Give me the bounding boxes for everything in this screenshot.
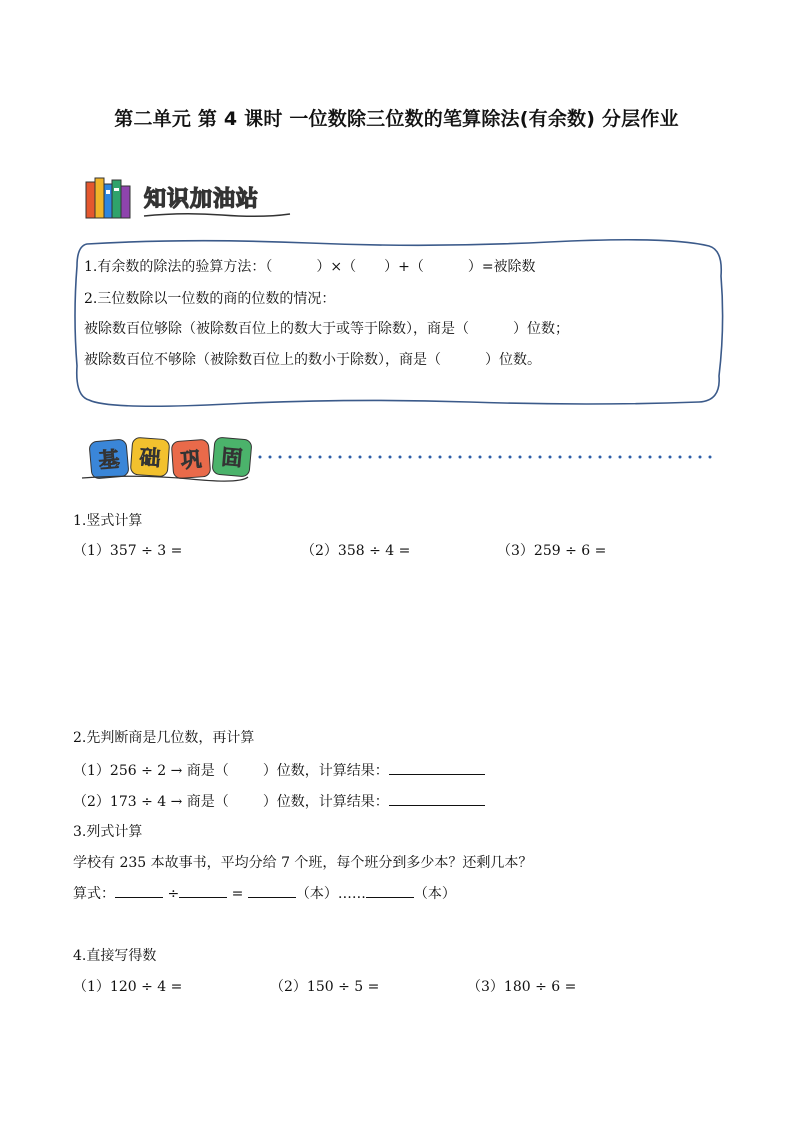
q4-item-1: （1）120 ÷ 4 = [73, 979, 183, 995]
q2-answer-blank-1[interactable] [389, 762, 485, 775]
dotted-divider [258, 453, 714, 461]
q2-item1-prefix: （1）256 ÷ 2 → 商是（ [73, 763, 229, 779]
line1-suffix: ）=被除数 [467, 259, 536, 275]
q3-div-sign: ÷ [167, 886, 180, 902]
tile-gu: 固 [211, 436, 252, 477]
knowledge-banner [84, 176, 304, 222]
q2-item-1 [73, 760, 485, 780]
page-title: 第二单元 第 4 课时 一位数除三位数的笔算除法(有余数) 分层作业 [114, 108, 679, 130]
q3-blank-quotient[interactable] [248, 885, 296, 898]
tiles-underline [80, 472, 250, 484]
q3-unit-1: （本）…… [295, 886, 366, 902]
line3-suffix: ）位数； [513, 321, 569, 337]
q2-answer-blank-2[interactable] [389, 793, 485, 806]
knowledge-line-2: 2.三位数除以一位数的商的位数的情况： [84, 291, 336, 307]
q3-formula-label: 算式： [73, 886, 115, 902]
line4-suffix: ）位数。 [485, 352, 541, 368]
q1-heading: 1.竖式计算 [73, 513, 143, 529]
tile-chu: 础 [130, 437, 171, 478]
q3-formula [73, 883, 456, 903]
q3-unit-2: （本） [413, 886, 456, 902]
q3-blank-remainder[interactable] [366, 885, 414, 898]
q4-item-2: （2）150 ÷ 5 = [270, 979, 380, 995]
q2-item2-prefix: （2）173 ÷ 4 → 商是（ [73, 794, 229, 810]
q3-blank-dividend[interactable] [115, 885, 163, 898]
line3-prefix: 被除数百位够除（被除数百位上的数大于或等于除数），商是（ [84, 321, 469, 337]
q1-item-3: （3）259 ÷ 6 = [497, 543, 607, 559]
q3-problem: 学校有 235 本故事书，平均分给 7 个班，每个班分到多少本？还剩几本？ [73, 855, 533, 871]
q1-item-2: （2）358 ÷ 4 = [301, 543, 411, 559]
q2-item2-suffix: ）位数，计算结果： [262, 794, 389, 810]
q3-blank-divisor[interactable] [179, 885, 227, 898]
q2-heading: 2.先判断商是几位数，再计算 [73, 730, 255, 746]
q4-item-3: （3）180 ÷ 6 = [467, 979, 577, 995]
books-icon [84, 176, 134, 220]
q2-item1-suffix: ）位数，计算结果： [262, 763, 389, 779]
knowledge-banner-title: 知识加油站 [144, 187, 260, 212]
tile-gong: 巩 [171, 439, 212, 480]
line1-prefix: 1.有余数的除法的验算方法：（ [84, 259, 273, 275]
line4-prefix: 被除数百位不够除（被除数百位上的数小于除数），商是（ [84, 352, 441, 368]
knowledge-line-1 [84, 256, 536, 276]
tile-ji: 基 [88, 438, 129, 479]
knowledge-line-4 [84, 349, 541, 369]
q3-eq-sign: = [231, 886, 244, 902]
q3-heading: 3.列式计算 [73, 824, 143, 840]
line1-mid2: ）+（ [384, 259, 424, 275]
banner-underline [142, 210, 292, 220]
q4-heading: 4.直接写得数 [73, 948, 157, 964]
knowledge-line-3 [84, 318, 569, 338]
q1-item-1: （1）357 ÷ 3 = [73, 543, 183, 559]
line1-mid1: ）×（ [316, 259, 357, 275]
q2-item-2 [73, 791, 485, 811]
